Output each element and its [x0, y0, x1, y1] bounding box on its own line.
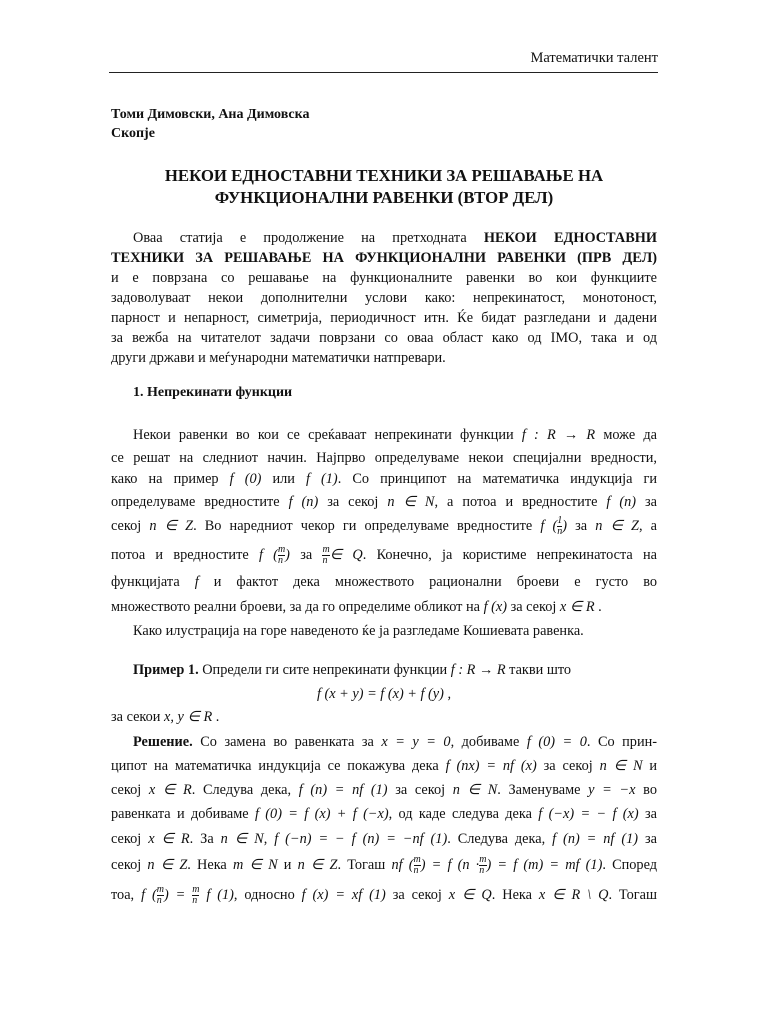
s1-line-8: множеството реални броеви, за да го определиме обликот на f (x) за секој x ∈ R . — [111, 599, 602, 615]
f-m-over-n-identity: f ( $\frac{m}{n}$ ) = $\frac{m}{n}$ f (1) — [141, 884, 234, 907]
s1-line-5: секој n ∈ Z. Во наредниот чекор ги определуваме вредностите f ( $\frac{1}{n}$ ) за n ∈ Z, а — [111, 515, 657, 538]
intro-line-7: други држави и меѓународни математички натпревари. — [111, 350, 446, 366]
title-line-1: НЕКОИ ЕДНОСТАВНИ ТЕХНИКИ ЗА РЕШАВАЊЕ НА — [164, 166, 604, 185]
f-m-over-n: f ( $\frac{m}{n}$ ) — [258, 544, 290, 567]
intro-line-1: Оваа статија е продолжение на претходната НЕКОИ ЕДНОСТАВНИ — [133, 230, 657, 246]
s1-line-7: функцијата f и фактот дека множеството рационални броеви е густо во — [111, 574, 658, 590]
section-heading: 1. Непрекинати функции — [133, 385, 293, 400]
intro-line-5: парност и непарност, симетрија, периодичност итн. Ќе бидат разгледани и дадени — [111, 310, 657, 326]
page-header-title: Математички талент — [530, 50, 658, 66]
author-city: Скопје — [111, 126, 155, 141]
s1-line-6: потоа и вредностите f ( $\frac{m}{n}$ ) за $\frac{m}{n}$ ∈ Q. Конечно, ја користиме непрекинатоста на — [111, 544, 657, 567]
solution-line-3: секој x ∈ R. Следува дека, f (n) = nf (1) за секој n ∈ N. Заменуваме y = −x во — [111, 782, 657, 798]
title-line-2: ФУНКЦИОНАЛНИ РАВЕНКИ (ВТОР ДЕЛ) — [214, 188, 554, 207]
nf-m-over-n-chain: nf ( $\frac{m}{n}$ ) = f (n · $\frac{m}{n}$ ) = f (m) = mf (1) — [391, 854, 603, 877]
example-1-statement: Пример 1. Определи ги сите непрекинати функции f : R → R такви што — [133, 662, 572, 678]
solution-line-5: секој x ∈ R. За n ∈ N, f (−n) = − f (n) = −nf (1). Следува дека, f (n) = nf (1) за — [111, 831, 658, 847]
m-over-n-in-Q: $\frac{m}{n}$ ∈ Q — [322, 544, 363, 567]
s1-line-9: Како илустрација на горе наведеното ќе ја разгледаме Кошиевата равенка. — [133, 623, 584, 639]
f-one-over-n: f ( $\frac{1}{n}$ ) — [540, 515, 567, 538]
solution-line-4: равенката и добиваме f (0) = f (x) + f (−x), од каде следува дека f (−x) = − f (x) за — [111, 806, 657, 822]
intro-line-3: и е поврзана со решавање на функционалните равенки во кои функциите — [111, 270, 657, 286]
example-1-domain: за секои x, y ∈ R . — [111, 709, 220, 725]
s1-line-1: Некои равенки во кои се среќаваат непрекинати функции f : R → R може да — [133, 427, 658, 443]
intro-line-4: задоволуваат некои дополнителни услови како: непрекинатост, монотоност, — [111, 290, 657, 306]
intro-line-2: ТЕХНИКИ ЗА РЕШАВАЊЕ НА ФУНКЦИОНАЛНИ РАВЕНКИ (ПРВ ДЕЛ) — [111, 250, 657, 266]
solution-line-1: Решение. Со замена во равенката за x = y = 0, добиваме f (0) = 0. Со прин- — [133, 734, 658, 750]
solution-line-2: ципот на математичка индукција се покажува дека f (nx) = nf (x) за секој n ∈ N и — [111, 758, 658, 774]
intro-line-6: за вежба на читателот задачи поврзани со оваа област како од IMO, така и од — [111, 330, 657, 346]
author-names: Томи Димовски, Ана Димовска — [111, 107, 310, 122]
solution-line-6: секој n ∈ Z. Нека m ∈ N и n ∈ Z. Тогаш nf ( $\frac{m}{n}$ ) = f (n · $\frac{m}{n}$ ) = f (m) = mf (1). Според — [111, 854, 657, 877]
article-title — [111, 165, 657, 209]
solution-line-7: тоа, f ( $\frac{m}{n}$ ) = $\frac{m}{n}$ f (1), односно f (x) = xf (1) за секој x ∈ Q. Нека x ∈ R \ Q. Тогаш — [111, 884, 657, 907]
s1-line-4: определуваме вредностите f (n) за секој n ∈ N, а потоа и вредностите f (n) за — [111, 494, 658, 510]
header-rule — [109, 72, 658, 73]
s1-line-3: како на пример f (0) или f (1). Со принципот на математичка индукција ги — [111, 471, 658, 487]
authors-block — [111, 105, 657, 143]
s1-line-2: се решат на следниот начин. Најпрво определуваме некои специјални вредности, — [111, 450, 657, 466]
example-1-equation: f (x + y) = f (x) + f (y) , — [316, 686, 452, 702]
